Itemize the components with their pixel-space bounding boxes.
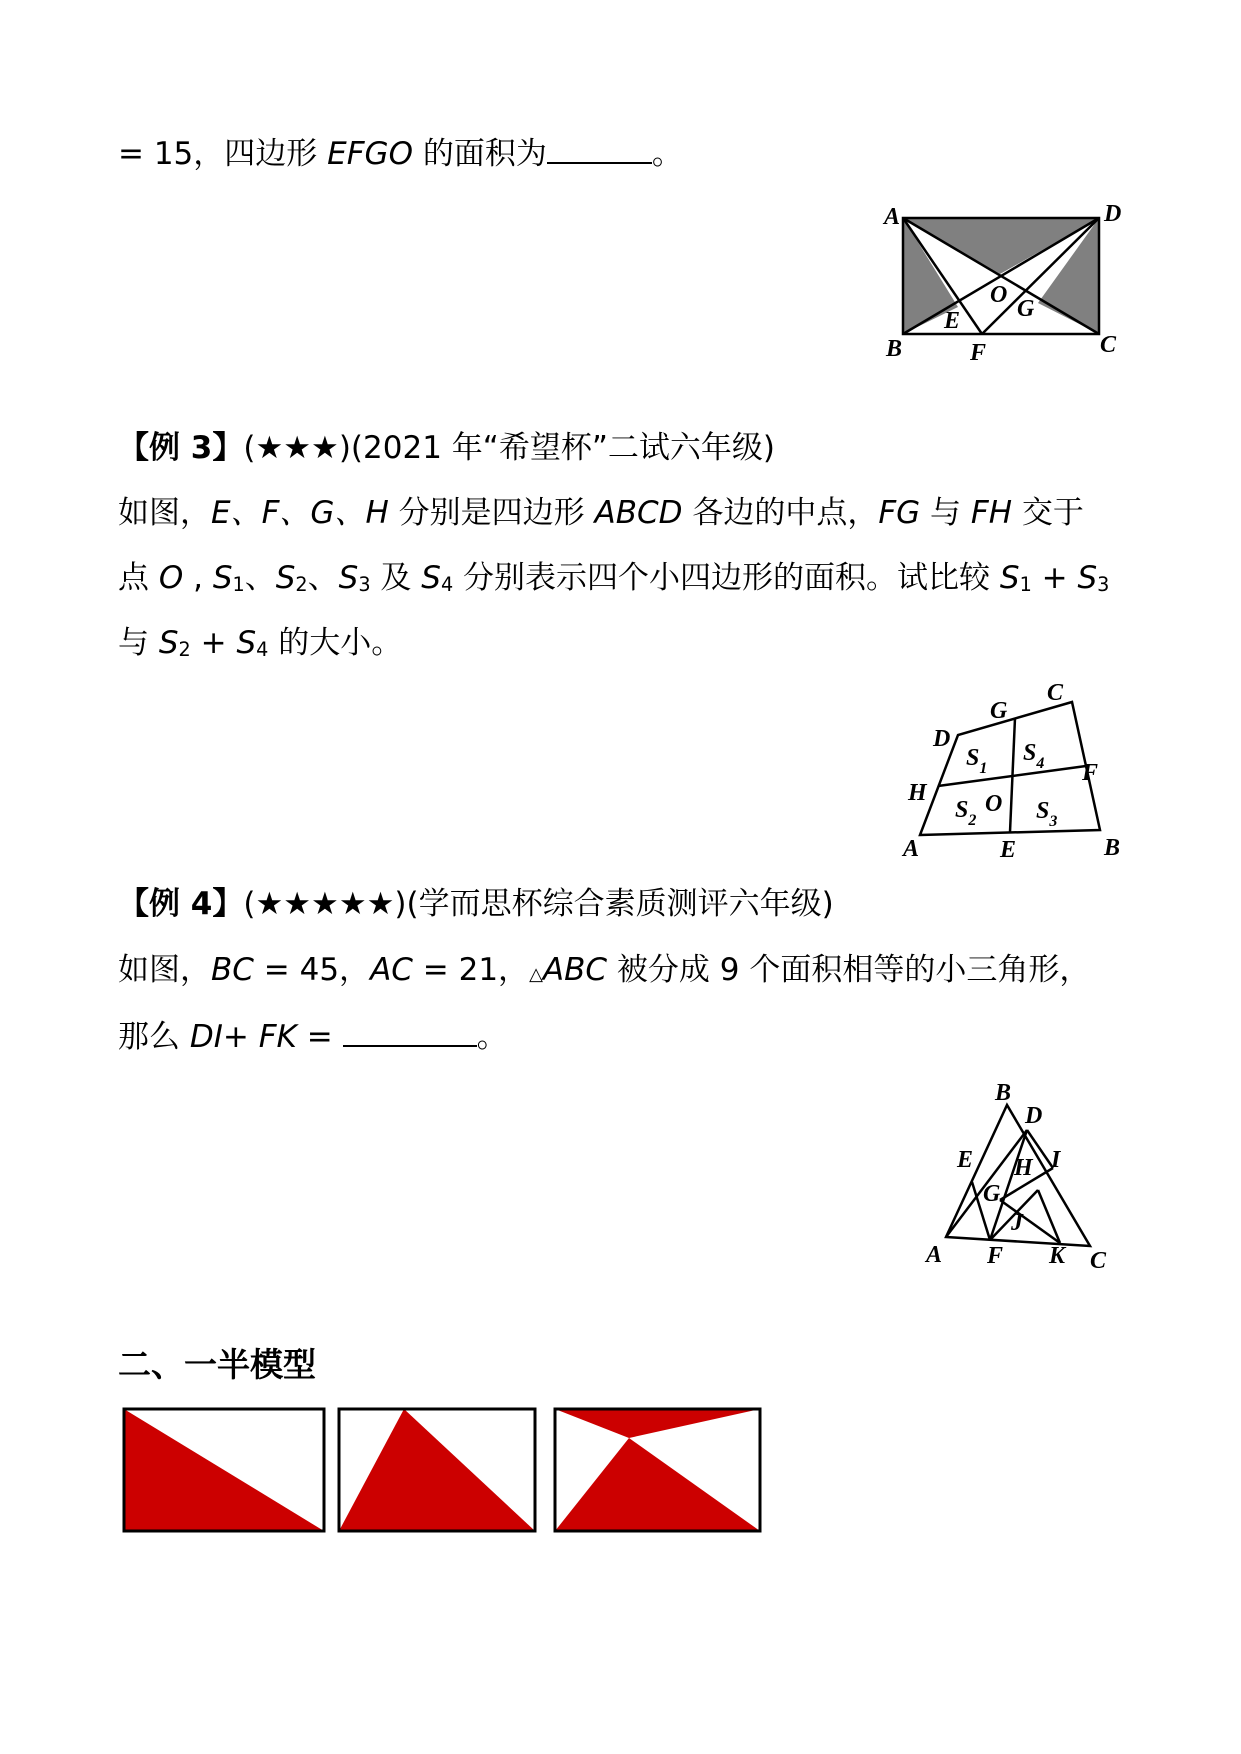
label-S1	[966, 745, 987, 777]
subscript: 3	[1097, 572, 1110, 596]
label-O: O	[985, 791, 1003, 817]
figure-rectangle	[870, 195, 1130, 365]
label-B: B	[995, 1080, 1012, 1106]
subscript: 1	[232, 572, 245, 596]
half-model-figures	[118, 1405, 768, 1541]
subscript: 3	[358, 572, 371, 596]
text: 及	[370, 560, 422, 596]
label-I: I	[1051, 1147, 1061, 1173]
label-C: C	[1090, 1248, 1107, 1274]
sub: 3	[1049, 813, 1058, 830]
sub: 1	[979, 760, 988, 777]
text: 与	[118, 625, 159, 661]
text: 。	[476, 1019, 508, 1055]
label-E: E	[957, 1147, 974, 1173]
subscript: 2	[178, 637, 191, 661]
label-F: F	[1082, 760, 1099, 786]
half-triangle-2	[339, 1409, 535, 1531]
intro-var: EFGO	[327, 136, 413, 172]
subscript: 1	[1019, 572, 1032, 596]
intro-end: 。	[651, 136, 683, 172]
var: E、F、G、H	[211, 495, 389, 531]
text: 那么	[118, 1019, 190, 1055]
triangle-symbol: △	[529, 964, 543, 985]
text: 交于	[1012, 495, 1084, 531]
label-A: A	[903, 836, 920, 862]
intro-prefix: = 15，四边形	[118, 136, 328, 172]
text: 、	[307, 560, 339, 596]
text: ,	[183, 560, 213, 596]
var: S	[999, 560, 1020, 596]
text: +	[1031, 560, 1078, 596]
var: S	[236, 625, 257, 661]
label-B: B	[1104, 835, 1121, 861]
text: 与	[920, 495, 971, 531]
text: 分别是四边形	[388, 495, 595, 531]
s: S	[966, 745, 980, 771]
label-A: A	[884, 204, 901, 230]
var: O	[158, 560, 184, 596]
var: DI	[189, 1019, 223, 1055]
section-title: 二、一半模型	[118, 1345, 316, 1384]
example3-line1	[118, 493, 1084, 533]
example3-line3	[118, 623, 402, 670]
var: S	[275, 560, 296, 596]
label-E: E	[944, 308, 961, 334]
label-S4	[1023, 740, 1044, 772]
text: 如图，	[118, 952, 211, 988]
label-C: C	[1047, 680, 1064, 706]
half-triangle-3a	[555, 1409, 760, 1438]
var: S	[1077, 560, 1098, 596]
subscript: 4	[440, 572, 454, 596]
text: 点	[118, 560, 159, 596]
figure-quadrilateral	[895, 672, 1145, 867]
label-D: D	[933, 726, 951, 752]
var: FK	[258, 1019, 297, 1055]
example4-line1	[118, 950, 1090, 995]
label-H: H	[1014, 1155, 1033, 1181]
var: BC	[211, 952, 254, 988]
var: S	[158, 625, 179, 661]
example4-meta: (★★★★★)(学而思杯综合素质测评六年级)	[243, 886, 834, 922]
var: S	[421, 560, 441, 596]
intro-suffix: 的面积为	[412, 136, 547, 172]
var: S	[338, 560, 359, 596]
answer-blank-1	[547, 132, 652, 164]
subscript: 2	[295, 572, 308, 596]
half-triangle-3b	[555, 1438, 760, 1531]
label-O: O	[990, 282, 1008, 308]
label-G: G	[990, 698, 1008, 724]
text: 被分成 9 个面积相等的小三角形，	[607, 952, 1091, 988]
label-A: A	[926, 1242, 943, 1268]
text: 如图，	[118, 495, 211, 531]
intro-line	[118, 132, 683, 174]
example3-header	[118, 428, 775, 468]
subscript: 4	[256, 637, 269, 661]
sub: 4	[1036, 755, 1045, 772]
text: 、	[244, 560, 276, 596]
s: S	[955, 797, 969, 823]
label-S2	[955, 797, 976, 829]
text: 的大小。	[268, 625, 403, 661]
label-D: D	[1104, 201, 1122, 227]
half-triangle-1	[124, 1409, 324, 1531]
label-J: J	[1011, 1210, 1023, 1236]
var: ABCD	[594, 495, 683, 531]
figure-triangle	[920, 1075, 1140, 1275]
example3-tag: 【例 3】	[118, 430, 244, 466]
text: = 45，	[253, 952, 371, 988]
sub: 2	[968, 812, 977, 829]
label-H: H	[908, 780, 927, 806]
example3-line2	[118, 558, 1109, 605]
text: +	[190, 625, 237, 661]
label-S3	[1036, 798, 1057, 830]
var: ABC	[542, 952, 608, 988]
label-B: B	[886, 336, 903, 362]
label-F: F	[970, 340, 987, 366]
s: S	[1036, 798, 1050, 824]
label-F: F	[987, 1243, 1004, 1269]
text: 分别表示四个小四边形的面积。试比较	[453, 560, 1000, 596]
var: FG	[878, 495, 921, 531]
label-G: G	[1017, 296, 1035, 322]
text: +	[222, 1019, 259, 1055]
label-E: E	[1000, 837, 1017, 863]
label-G: G	[983, 1181, 1001, 1207]
label-D: D	[1025, 1103, 1043, 1129]
text: = 21，	[412, 952, 530, 988]
answer-blank-2	[343, 1015, 477, 1047]
var: FH	[970, 495, 1013, 531]
example3-meta: (★★★)(2021 年“希望杯”二试六年级)	[243, 430, 775, 466]
example4-line2	[118, 1015, 508, 1057]
var: AC	[370, 952, 413, 988]
label-K: K	[1049, 1243, 1066, 1269]
example4-tag: 【例 4】	[118, 886, 244, 922]
s: S	[1023, 740, 1037, 766]
text: 各边的中点，	[682, 495, 879, 531]
var: S	[212, 560, 233, 596]
label-C: C	[1100, 332, 1117, 358]
text: =	[296, 1019, 343, 1055]
example4-header	[118, 884, 834, 924]
